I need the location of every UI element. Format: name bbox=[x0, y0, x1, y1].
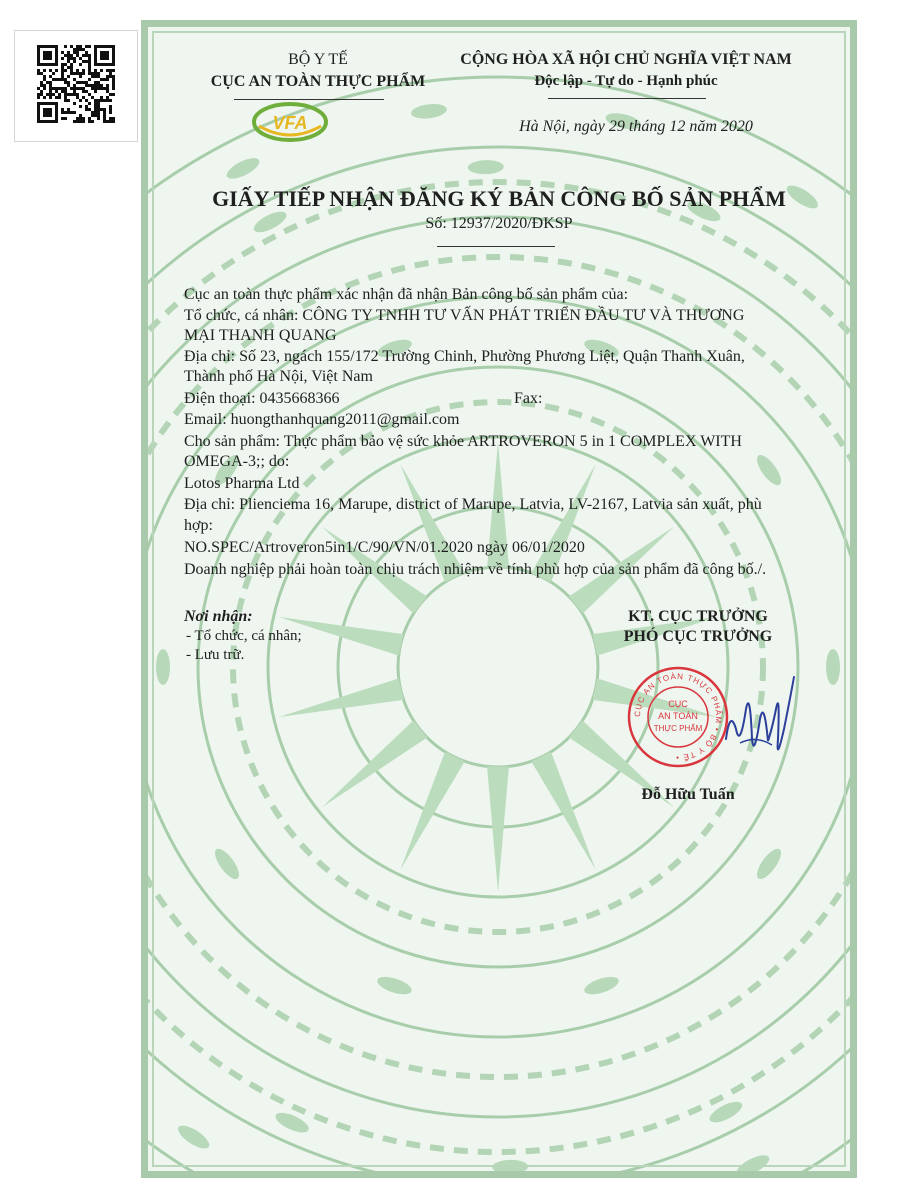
ministry-name: BỘ Y TẾ bbox=[288, 51, 348, 68]
phone-number: Điện thoại: 0435668366 bbox=[184, 390, 340, 407]
organization-line-2: MẠI THANH QUANG bbox=[184, 327, 337, 344]
document-number: Số: 12937/2020/ĐKSP bbox=[425, 215, 573, 232]
place-and-date: Hà Nội, ngày 29 tháng 12 năm 2020 bbox=[519, 118, 753, 135]
manufacturer-name: Lotos Pharma Ltd bbox=[184, 475, 300, 492]
official-seal-icon bbox=[626, 665, 730, 769]
signer-name: Đỗ Hữu Tuấn bbox=[641, 786, 735, 803]
title-underline bbox=[437, 246, 555, 247]
product-line-2: OMEGA-3;; do: bbox=[184, 453, 290, 470]
recipients-heading: Nơi nhận: bbox=[184, 608, 253, 625]
svg-text:AN TOÀN: AN TOÀN bbox=[658, 711, 698, 721]
national-motto: Độc lập - Tự do - Hạnh phúc bbox=[534, 73, 718, 89]
svg-text:THỰC PHẨM: THỰC PHẨM bbox=[653, 724, 703, 733]
organization-line-1: Tổ chức, cá nhân: CÔNG TY TNHH TƯ VẤN PHÁT TRIỂN ĐẦU TƯ VÀ THƯƠNG bbox=[184, 307, 745, 324]
intro-text: Cục an toàn thực phẩm xác nhận đã nhận Bản công bố sản phẩm của: bbox=[184, 286, 629, 303]
recipient-item: - Tổ chức, cá nhân; bbox=[186, 628, 302, 644]
right-header-underline bbox=[548, 98, 706, 99]
recipient-item: - Lưu trữ. bbox=[186, 647, 245, 663]
address-line-1: Địa chỉ: Số 23, ngách 155/172 Trường Chinh, Phường Phương Liệt, Quận Thanh Xuân, bbox=[184, 348, 745, 365]
product-line-1: Cho sản phẩm: Thực phẩm bảo vệ sức khỏe ARTROVERON 5 in 1 COMPLEX WITH bbox=[184, 433, 742, 450]
specification-number: NO.SPEC/Artroveron5in1/C/90/VN/01.2020 ngày 06/01/2020 bbox=[184, 539, 585, 556]
certificate-document bbox=[141, 20, 857, 1178]
document-title: GIẤY TIẾP NHẬN ĐĂNG KÝ BẢN CÔNG BỐ SẢN PHẨM bbox=[212, 186, 786, 211]
fax-label: Fax: bbox=[514, 390, 543, 407]
manufacturer-address-line-2: hợp: bbox=[184, 517, 213, 534]
qr-code-image bbox=[37, 45, 115, 123]
svg-text:CỤC: CỤC bbox=[668, 699, 688, 709]
department-name: CỤC AN TOÀN THỰC PHẨM bbox=[210, 73, 426, 90]
vfa-logo-icon bbox=[251, 100, 329, 144]
address-line-2: Thành phố Hà Nội, Việt Nam bbox=[184, 368, 373, 385]
svg-text:CỤC AN TOÀN THỰC PHẨM • BỘ Y T: CỤC AN TOÀN THỰC PHẨM • BỘ Y TẾ • bbox=[632, 671, 724, 763]
qr-code bbox=[14, 30, 138, 142]
signer-title-2: PHÓ CỤC TRƯỞNG bbox=[623, 628, 773, 645]
country-name: CỘNG HÒA XÃ HỘI CHỦ NGHĨA VIỆT NAM bbox=[460, 51, 792, 68]
vfa-logo-text: VFA bbox=[272, 113, 308, 133]
email-address: Email: huongthanhquang2011@gmail.com bbox=[184, 411, 460, 428]
responsibility-statement: Doanh nghiệp phải hoàn toàn chịu trách nhiệm về tính phù hợp của sản phẩm đã công bố./. bbox=[184, 561, 767, 578]
signer-title-1: KT. CỤC TRƯỞNG bbox=[628, 608, 768, 625]
manufacturer-address-line-1: Địa chỉ: Plienciema 16, Marupe, district of Marupe, Latvia, LV-2167, Latvia sản xuất, phù bbox=[184, 496, 762, 513]
handwritten-signature bbox=[720, 669, 800, 779]
